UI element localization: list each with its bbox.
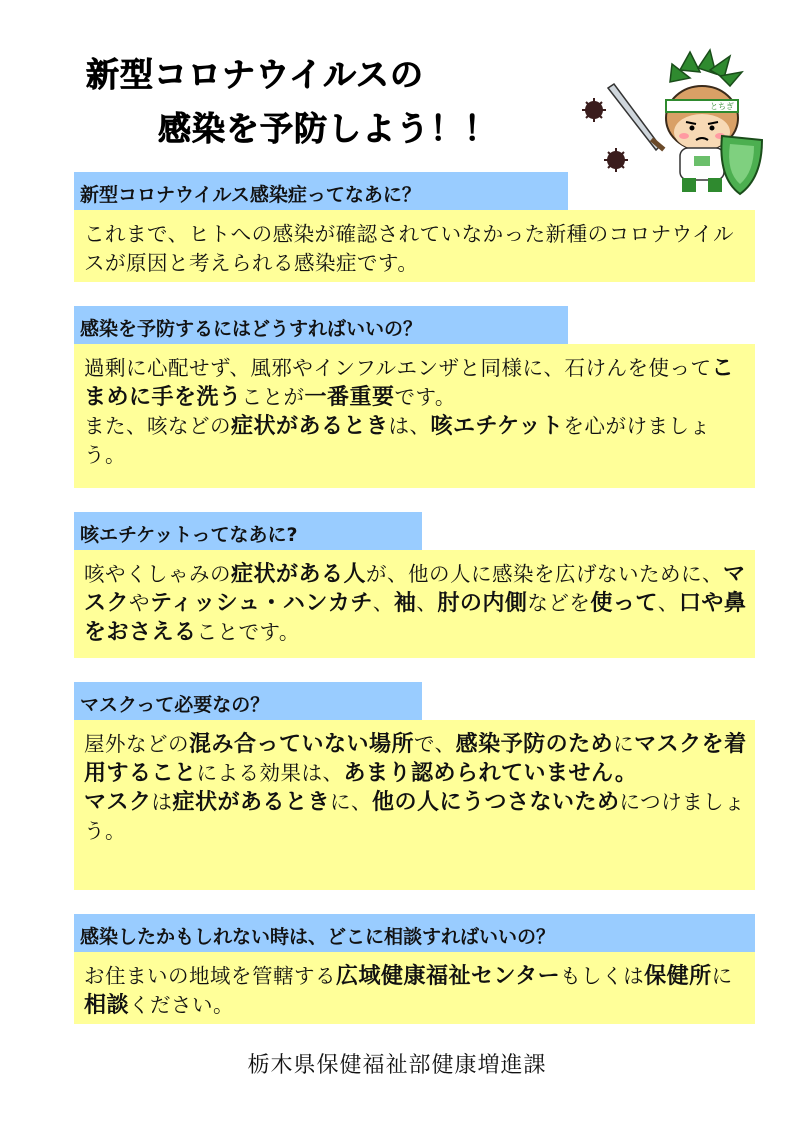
section-heading-mask-needed: マスクって必要なの？ <box>74 682 422 720</box>
emphasis-text: 症状がある人 <box>231 562 367 587</box>
paragraph <box>84 788 747 846</box>
body-text: に <box>613 732 635 756</box>
emphasis-text: 袖 <box>393 591 417 616</box>
body-text: 咳やくしゃみの <box>84 562 231 586</box>
emphasis-text: 他の人にうつさないため <box>372 790 620 815</box>
body-text: や <box>129 591 151 615</box>
paragraph <box>84 354 747 412</box>
body-text: につけましょう。 <box>84 790 746 843</box>
emphasis-text: 症状があるとき <box>172 790 331 815</box>
emphasis-text: 咳エチケット <box>430 414 564 439</box>
body-text: です。 <box>394 385 456 409</box>
paragraph <box>84 730 747 788</box>
body-text: に、 <box>330 790 373 814</box>
page-title-line-1: 新型コロナウイルスの <box>86 55 425 94</box>
body-text: による効果は、 <box>196 761 344 785</box>
body-text: また、咳などの <box>84 414 231 438</box>
body-text: は <box>151 790 173 814</box>
emphasis-text: マスク <box>84 562 746 616</box>
mascot-with-sword-and-shield-icon <box>572 48 772 198</box>
emphasis-text: あまり認められていません。 <box>343 761 638 786</box>
section-heading-what-is-covid: 新型コロナウイルス感染症ってなあに？ <box>74 172 568 210</box>
body-text: お住まいの地域を管轄する <box>84 964 336 988</box>
paragraph <box>84 220 747 278</box>
emphasis-text: 口や鼻をおさえる <box>84 591 747 645</box>
body-text: 、 <box>657 591 679 615</box>
section-body-what-is-covid <box>74 210 755 282</box>
body-text: などを <box>527 591 591 615</box>
section-heading-how-to-prevent: 感染を予防するにはどうすればいいの？ <box>74 306 568 344</box>
paragraph <box>84 560 747 647</box>
emphasis-text: 保健所 <box>644 964 712 989</box>
body-text: ください。 <box>129 993 235 1017</box>
emphasis-text: 肘の内側 <box>437 591 528 616</box>
emphasis-text: 感染予防のため <box>455 732 614 757</box>
emphasis-text: 症状があるとき <box>231 414 389 439</box>
emphasis-text: 一番重要 <box>304 385 395 410</box>
body-text: に <box>711 964 733 988</box>
page-title-line-2: 感染を予防しよう！！ <box>158 109 498 148</box>
body-text: もしくは <box>560 964 645 988</box>
headband-text: とちぎ <box>710 102 734 111</box>
emphasis-text: 相談 <box>84 993 130 1018</box>
footer-department-name: 栃木県保健福祉部健康増進課 <box>247 1053 547 1078</box>
section-body-cough-etiquette <box>74 550 755 658</box>
body-text: 、 <box>372 591 394 615</box>
body-text: が、他の人に感染を広げないために、 <box>366 562 724 586</box>
section-body-how-to-prevent <box>74 344 755 488</box>
paragraph <box>84 962 747 1020</box>
body-text: 屋外などの <box>84 732 189 756</box>
section-heading-cough-etiquette: 咳エチケットってなあに? <box>74 512 422 550</box>
section-heading-where-to-consult: 感染したかもしれない時は、どこに相談すればいいの？ <box>74 914 755 952</box>
body-text: で、 <box>414 732 456 756</box>
body-text: 、 <box>416 591 438 615</box>
emphasis-text: マスクを着用すること <box>84 732 747 786</box>
body-text: これまで、ヒトへの感染が確認されていなかった新種のコロナウイルスが原因と考えられる感染症です。 <box>84 222 734 275</box>
body-text: 過剰に心配せず、風邪やインフルエンザと同様に、石けんを使って <box>84 356 712 380</box>
body-text: ことが <box>241 385 305 409</box>
emphasis-text: 混み合っていない場所 <box>189 732 415 757</box>
emphasis-text: ティッシュ・ハンカチ <box>150 591 373 616</box>
section-body-where-to-consult <box>74 952 755 1024</box>
emphasis-text: マスク <box>84 790 152 815</box>
emphasis-text: こまめに手を洗う <box>84 356 735 410</box>
body-text: ことです。 <box>196 620 300 644</box>
section-body-mask-needed <box>74 720 755 890</box>
paragraph <box>84 412 747 470</box>
body-text: は、 <box>388 414 431 438</box>
body-text: を心がけましょう。 <box>84 414 711 467</box>
emphasis-text: 広域健康福祉センター <box>336 964 561 989</box>
emphasis-text: 使って <box>590 591 658 616</box>
